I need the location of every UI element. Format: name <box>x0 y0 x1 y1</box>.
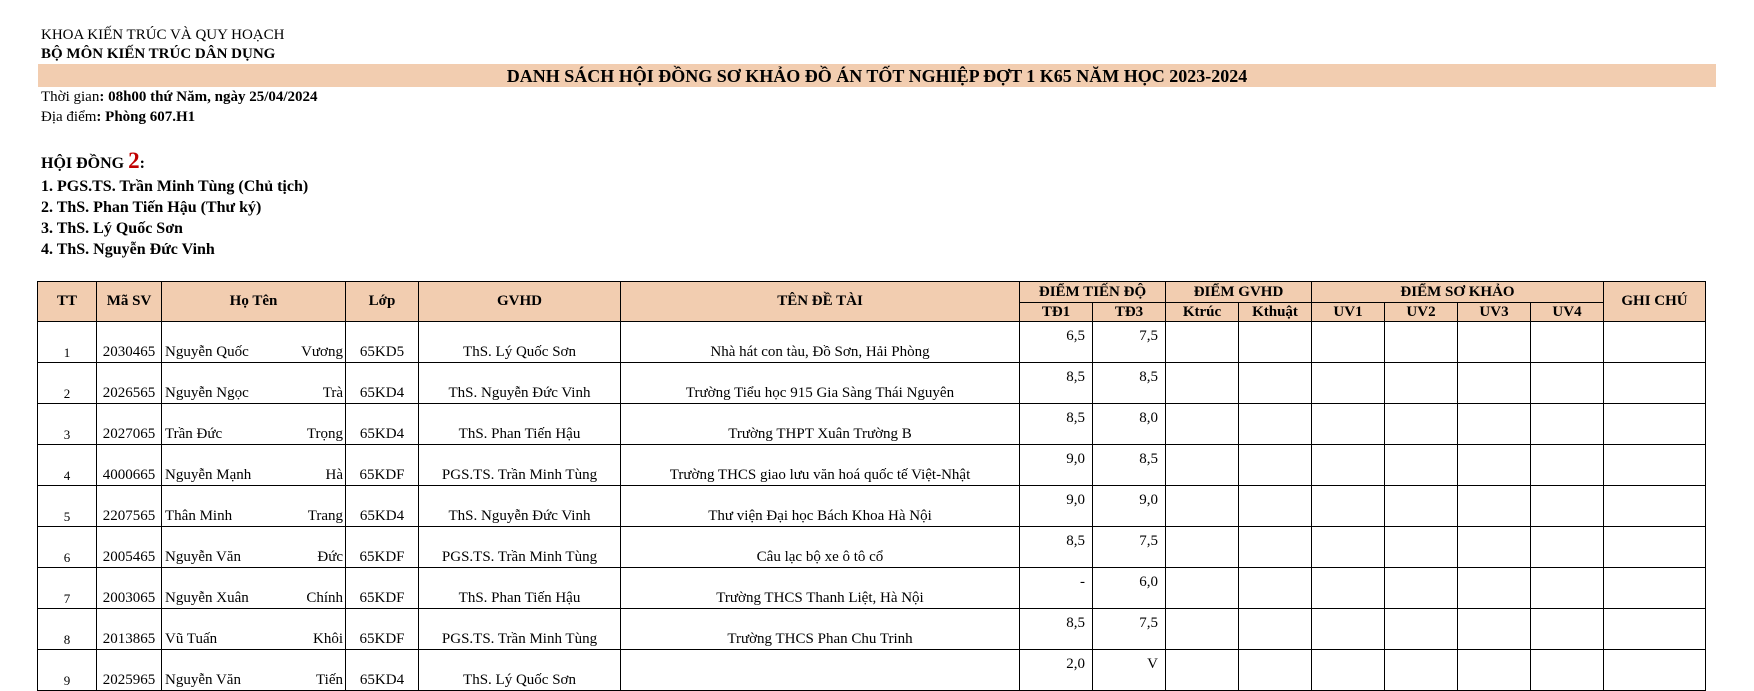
cell-gvhd: ThS. Phan Tiến Hậu <box>419 568 621 609</box>
cell-ten: Chính <box>306 590 343 606</box>
col-header-tt: TT <box>38 282 97 322</box>
table-row <box>38 404 1706 445</box>
time-label: Thời gian <box>41 89 100 105</box>
cell-gvhd: ThS. Lý Quốc Sơn <box>419 650 621 691</box>
cell-ktruc <box>1166 609 1239 650</box>
col-header-uv4: UV4 <box>1531 303 1604 322</box>
cell-uv3 <box>1458 609 1531 650</box>
cell-uv3 <box>1458 568 1531 609</box>
time-line <box>41 88 318 106</box>
cell-tt: 2 <box>38 363 97 404</box>
council-member: 2. ThS. Phan Tiến Hậu (Thư ký) <box>41 199 262 216</box>
cell-detai: Trường THCS Thanh Liệt, Hà Nội <box>621 568 1020 609</box>
cell-ghichu <box>1604 486 1706 527</box>
cell-gvhd: ThS. Lý Quốc Sơn <box>419 322 621 363</box>
cell-lop: 65KDF <box>346 568 419 609</box>
cell-hoten <box>162 527 346 568</box>
cell-uv4 <box>1531 568 1604 609</box>
council-heading <box>41 148 145 174</box>
col-header-uv2: UV2 <box>1385 303 1458 322</box>
cell-tt: 9 <box>38 650 97 691</box>
cell-ten: Trà <box>322 385 343 401</box>
cell-lop: 65KD4 <box>346 404 419 445</box>
cell-kthuat <box>1239 322 1312 363</box>
cell-uv1 <box>1312 527 1385 568</box>
cell-masv: 2027065 <box>97 404 162 445</box>
cell-uv2 <box>1385 404 1458 445</box>
cell-td3: 9,0 <box>1093 486 1166 527</box>
council-suffix: : <box>139 155 145 172</box>
cell-gvhd: PGS.TS. Trần Minh Tùng <box>419 527 621 568</box>
col-header-uv3: UV3 <box>1458 303 1531 322</box>
cell-masv: 2026565 <box>97 363 162 404</box>
cell-tt: 4 <box>38 445 97 486</box>
cell-gvhd: ThS. Nguyễn Đức Vinh <box>419 486 621 527</box>
place-label: Địa điểm <box>41 109 97 125</box>
cell-uv1 <box>1312 445 1385 486</box>
cell-ten: Trọng <box>306 426 343 442</box>
cell-td3: 7,5 <box>1093 527 1166 568</box>
cell-td1: 9,0 <box>1020 486 1093 527</box>
cell-ten: Đức <box>317 549 343 565</box>
cell-detai <box>621 650 1020 691</box>
cell-kthuat <box>1239 527 1312 568</box>
cell-td1: - <box>1020 568 1093 609</box>
cell-ktruc <box>1166 404 1239 445</box>
cell-ghichu <box>1604 650 1706 691</box>
cell-uv2 <box>1385 650 1458 691</box>
cell-ten: Tiến <box>316 672 343 688</box>
cell-lop: 65KDF <box>346 609 419 650</box>
cell-uv1 <box>1312 363 1385 404</box>
cell-ktruc <box>1166 363 1239 404</box>
cell-lop: 65KD5 <box>346 322 419 363</box>
cell-uv4 <box>1531 527 1604 568</box>
table-row <box>38 527 1706 568</box>
cell-td3: 7,5 <box>1093 322 1166 363</box>
cell-ten: Vương <box>301 344 343 360</box>
council-member: 3. ThS. Lý Quốc Sơn <box>41 220 183 237</box>
col-group-diem-tien-do: ĐIỂM TIẾN ĐỘ <box>1020 282 1166 303</box>
cell-ho: Vũ Tuấn <box>165 631 218 647</box>
cell-td1: 8,5 <box>1020 404 1093 445</box>
cell-tt: 3 <box>38 404 97 445</box>
cell-uv1 <box>1312 609 1385 650</box>
table-row <box>38 486 1706 527</box>
cell-tt: 1 <box>38 322 97 363</box>
cell-detai: Câu lạc bộ xe ô tô cổ <box>621 527 1020 568</box>
cell-kthuat <box>1239 609 1312 650</box>
council-member: 4. ThS. Nguyễn Đức Vinh <box>41 241 215 258</box>
cell-gvhd: PGS.TS. Trần Minh Tùng <box>419 445 621 486</box>
cell-ghichu <box>1604 404 1706 445</box>
cell-td3: 7,5 <box>1093 609 1166 650</box>
cell-ghichu <box>1604 527 1706 568</box>
cell-masv: 2005465 <box>97 527 162 568</box>
cell-uv2 <box>1385 527 1458 568</box>
cell-gvhd: ThS. Nguyễn Đức Vinh <box>419 363 621 404</box>
cell-masv: 4000665 <box>97 445 162 486</box>
cell-masv: 2003065 <box>97 568 162 609</box>
cell-detai: Thư viện Đại học Bách Khoa Hà Nội <box>621 486 1020 527</box>
cell-tt: 5 <box>38 486 97 527</box>
cell-ghichu <box>1604 568 1706 609</box>
cell-uv1 <box>1312 650 1385 691</box>
cell-kthuat <box>1239 445 1312 486</box>
cell-uv4 <box>1531 404 1604 445</box>
council-member: 1. PGS.TS. Trần Minh Tùng (Chủ tịch) <box>41 178 309 195</box>
cell-masv: 2030465 <box>97 322 162 363</box>
cell-td3: 8,0 <box>1093 404 1166 445</box>
student-table <box>37 281 1706 691</box>
table-row <box>38 363 1706 404</box>
cell-uv2 <box>1385 486 1458 527</box>
cell-detai: Trường THCS giao lưu văn hoá quốc tế Việt-Nhật <box>621 445 1020 486</box>
cell-lop: 65KDF <box>346 527 419 568</box>
cell-ho: Nguyễn Quốc <box>165 344 249 360</box>
cell-uv4 <box>1531 650 1604 691</box>
cell-ho: Nguyễn Ngọc <box>165 385 249 401</box>
cell-hoten <box>162 486 346 527</box>
cell-uv3 <box>1458 650 1531 691</box>
col-header-detai: TÊN ĐỀ TÀI <box>621 282 1020 322</box>
place-line <box>41 108 195 126</box>
cell-ho: Nguyễn Mạnh <box>165 467 252 483</box>
cell-uv4 <box>1531 363 1604 404</box>
cell-uv4 <box>1531 322 1604 363</box>
cell-detai: Nhà hát con tàu, Đồ Sơn, Hải Phòng <box>621 322 1020 363</box>
cell-detai: Trường THCS Phan Chu Trinh <box>621 609 1020 650</box>
cell-uv1 <box>1312 404 1385 445</box>
cell-td1: 2,0 <box>1020 650 1093 691</box>
cell-ten: Trang <box>307 508 343 524</box>
cell-uv4 <box>1531 445 1604 486</box>
cell-td3: 8,5 <box>1093 445 1166 486</box>
cell-ho: Nguyễn Xuân <box>165 590 249 606</box>
cell-tt: 8 <box>38 609 97 650</box>
cell-ghichu <box>1604 363 1706 404</box>
cell-uv1 <box>1312 486 1385 527</box>
faculty-name: KHOA KIẾN TRÚC VÀ QUY HOẠCH <box>41 27 285 43</box>
cell-td3: V <box>1093 650 1166 691</box>
cell-td1: 8,5 <box>1020 363 1093 404</box>
col-header-kthuat: Kthuật <box>1239 303 1312 322</box>
cell-hoten <box>162 609 346 650</box>
cell-masv: 2025965 <box>97 650 162 691</box>
cell-masv: 2013865 <box>97 609 162 650</box>
cell-kthuat <box>1239 363 1312 404</box>
cell-hoten <box>162 322 346 363</box>
col-header-td3: TĐ3 <box>1093 303 1166 322</box>
table-row <box>38 609 1706 650</box>
table-row <box>38 568 1706 609</box>
cell-uv1 <box>1312 322 1385 363</box>
cell-hoten <box>162 568 346 609</box>
cell-uv3 <box>1458 363 1531 404</box>
cell-uv1 <box>1312 568 1385 609</box>
cell-kthuat <box>1239 650 1312 691</box>
document-title: DANH SÁCH HỘI ĐỒNG SƠ KHẢO ĐỒ ÁN TỐT NGHIỆP ĐỢT 1 K65 NĂM HỌC 2023-2024 <box>38 64 1716 87</box>
cell-uv2 <box>1385 322 1458 363</box>
cell-ghichu <box>1604 609 1706 650</box>
col-header-ktruc: Ktrúc <box>1166 303 1239 322</box>
cell-ktruc <box>1166 486 1239 527</box>
cell-kthuat <box>1239 404 1312 445</box>
cell-tt: 6 <box>38 527 97 568</box>
cell-uv3 <box>1458 322 1531 363</box>
cell-ktruc <box>1166 650 1239 691</box>
cell-hoten <box>162 363 346 404</box>
col-header-ghichu: GHI CHÚ <box>1604 282 1706 322</box>
cell-ghichu <box>1604 322 1706 363</box>
cell-lop: 65KD4 <box>346 486 419 527</box>
table-row <box>38 322 1706 363</box>
cell-uv2 <box>1385 568 1458 609</box>
col-header-hoten: Họ Tên <box>162 282 346 322</box>
cell-ghichu <box>1604 445 1706 486</box>
cell-ten: Khôi <box>313 631 343 647</box>
cell-detai: Trường Tiểu học 915 Gia Sàng Thái Nguyên <box>621 363 1020 404</box>
cell-gvhd: ThS. Phan Tiến Hậu <box>419 404 621 445</box>
col-group-diem-so-khao: ĐIỂM SƠ KHẢO <box>1312 282 1604 303</box>
cell-uv2 <box>1385 609 1458 650</box>
cell-td1: 8,5 <box>1020 527 1093 568</box>
col-header-lop: Lớp <box>346 282 419 322</box>
cell-ho: Nguyễn Văn <box>165 549 241 565</box>
cell-ktruc <box>1166 527 1239 568</box>
cell-td1: 9,0 <box>1020 445 1093 486</box>
cell-masv: 2207565 <box>97 486 162 527</box>
col-header-masv: Mã SV <box>97 282 162 322</box>
cell-hoten <box>162 650 346 691</box>
cell-uv3 <box>1458 404 1531 445</box>
cell-lop: 65KDF <box>346 445 419 486</box>
cell-detai: Trường THPT Xuân Trường B <box>621 404 1020 445</box>
cell-uv3 <box>1458 445 1531 486</box>
cell-tt: 7 <box>38 568 97 609</box>
cell-uv4 <box>1531 486 1604 527</box>
cell-gvhd: PGS.TS. Trần Minh Tùng <box>419 609 621 650</box>
place-value: : Phòng 607.H1 <box>96 109 196 125</box>
cell-kthuat <box>1239 486 1312 527</box>
cell-lop: 65KD4 <box>346 650 419 691</box>
table-row <box>38 445 1706 486</box>
cell-uv4 <box>1531 609 1604 650</box>
cell-td1: 8,5 <box>1020 609 1093 650</box>
cell-ho: Trần Đức <box>165 426 223 442</box>
col-header-uv1: UV1 <box>1312 303 1385 322</box>
col-group-diem-gvhd: ĐIỂM GVHD <box>1166 282 1312 303</box>
council-number: 2 <box>128 148 140 173</box>
cell-ktruc <box>1166 445 1239 486</box>
table-row <box>38 650 1706 691</box>
cell-hoten <box>162 445 346 486</box>
cell-td3: 8,5 <box>1093 363 1166 404</box>
cell-ktruc <box>1166 568 1239 609</box>
cell-ho: Thân Minh <box>165 508 233 524</box>
cell-hoten <box>162 404 346 445</box>
time-value: : 08h00 thứ Năm, ngày 25/04/2024 <box>99 89 318 105</box>
cell-kthuat <box>1239 568 1312 609</box>
cell-uv2 <box>1385 445 1458 486</box>
cell-lop: 65KD4 <box>346 363 419 404</box>
cell-ktruc <box>1166 322 1239 363</box>
cell-uv3 <box>1458 486 1531 527</box>
cell-td1: 6,5 <box>1020 322 1093 363</box>
department-name: BỘ MÔN KIẾN TRÚC DÂN DỤNG <box>41 46 276 62</box>
header-row-1 <box>38 282 1706 303</box>
col-header-gvhd: GVHD <box>419 282 621 322</box>
cell-td3: 6,0 <box>1093 568 1166 609</box>
cell-uv3 <box>1458 527 1531 568</box>
council-label: HỘI ĐỒNG <box>41 155 129 172</box>
cell-ho: Nguyễn Văn <box>165 672 241 688</box>
cell-ten: Hà <box>325 467 343 483</box>
cell-uv2 <box>1385 363 1458 404</box>
col-header-td1: TĐ1 <box>1020 303 1093 322</box>
